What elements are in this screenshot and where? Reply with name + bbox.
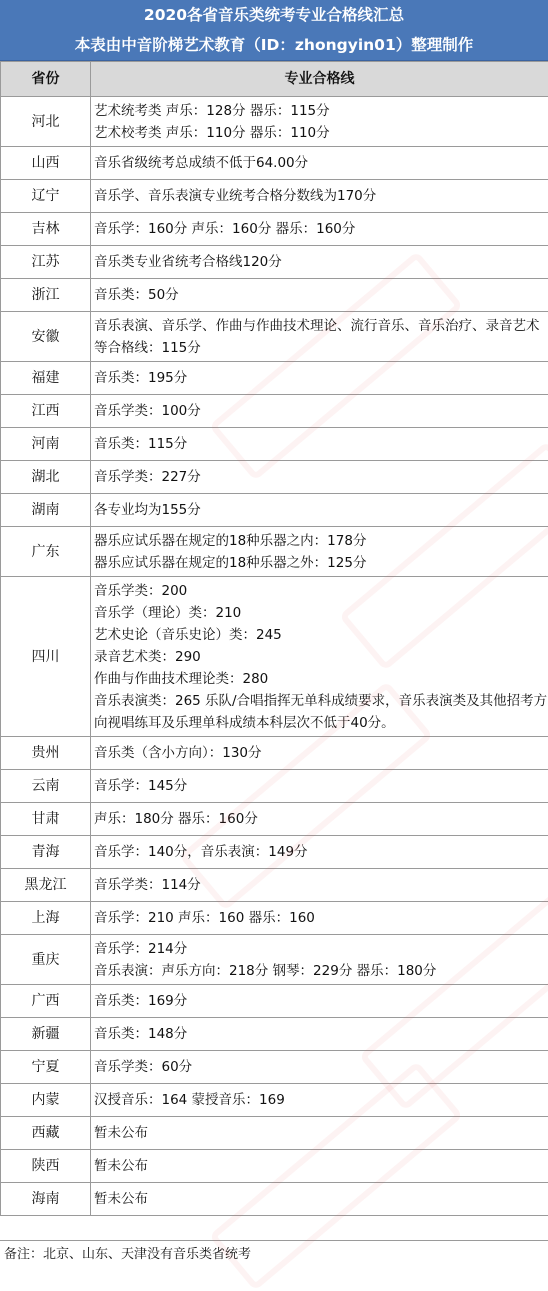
requirement-line: 艺术统考类 声乐：128分 器乐：115分 bbox=[94, 100, 548, 122]
province-cell: 重庆 bbox=[1, 935, 91, 985]
title-banner bbox=[0, 0, 548, 61]
requirement-cell bbox=[91, 527, 548, 577]
requirement-line: 音乐表演：声乐方向：218分 钢琴：229分 器乐：180分 bbox=[94, 960, 548, 982]
requirement-cell bbox=[91, 935, 548, 985]
province-cell: 海南 bbox=[1, 1183, 91, 1216]
province-cell: 辽宁 bbox=[1, 180, 91, 213]
requirement-line: 音乐学（理论）类：210 bbox=[94, 602, 548, 624]
requirement-cell bbox=[91, 985, 548, 1018]
table-row bbox=[1, 428, 548, 461]
requirement-cell bbox=[91, 577, 548, 737]
requirement-line: 音乐学：145分 bbox=[94, 775, 548, 797]
requirement-cell bbox=[91, 395, 548, 428]
requirement-line: 音乐类：195分 bbox=[94, 367, 548, 389]
table-row bbox=[1, 1117, 548, 1150]
requirement-line: 暂未公布 bbox=[94, 1188, 548, 1210]
table-row bbox=[1, 312, 548, 362]
requirement-line: 音乐学类：227分 bbox=[94, 466, 548, 488]
requirement-cell bbox=[91, 279, 548, 312]
requirement-line: 音乐学：210 声乐：160 器乐：160 bbox=[94, 907, 548, 929]
table-row bbox=[1, 869, 548, 902]
province-cell: 湖北 bbox=[1, 461, 91, 494]
requirement-line: 各专业均为155分 bbox=[94, 499, 548, 521]
table-row bbox=[1, 527, 548, 577]
table-row bbox=[1, 1018, 548, 1051]
page-title: 2020各省音乐类统考专业合格线汇总 bbox=[0, 0, 548, 30]
column-header-requirement: 专业合格线 bbox=[91, 62, 548, 97]
table-row bbox=[1, 803, 548, 836]
province-cell: 河北 bbox=[1, 97, 91, 147]
table-row bbox=[1, 1084, 548, 1117]
requirement-line: 音乐学类：100分 bbox=[94, 400, 548, 422]
requirement-cell bbox=[91, 902, 548, 935]
requirement-line: 音乐学类：200 bbox=[94, 580, 548, 602]
requirement-line: 暂未公布 bbox=[94, 1122, 548, 1144]
province-cell: 黑龙江 bbox=[1, 869, 91, 902]
table-row bbox=[1, 97, 548, 147]
requirement-line: 音乐省级统考总成绩不低于64.00分 bbox=[94, 152, 548, 174]
requirement-line: 音乐类：169分 bbox=[94, 990, 548, 1012]
requirement-line: 声乐：180分 器乐：160分 bbox=[94, 808, 548, 830]
requirement-cell bbox=[91, 869, 548, 902]
requirement-line: 音乐学：160分 声乐：160分 器乐：160分 bbox=[94, 218, 548, 240]
requirement-line: 录音艺术类：290 bbox=[94, 646, 548, 668]
table-row bbox=[1, 180, 548, 213]
requirement-cell bbox=[91, 737, 548, 770]
requirement-cell bbox=[91, 770, 548, 803]
table-row bbox=[1, 1150, 548, 1183]
table-row bbox=[1, 737, 548, 770]
page-subtitle: 本表由中音阶梯艺术教育（ID：zhongyin01）整理制作 bbox=[0, 30, 548, 60]
requirement-line: 艺术史论（音乐史论）类：245 bbox=[94, 624, 548, 646]
table-row bbox=[1, 1183, 548, 1216]
table-row bbox=[1, 461, 548, 494]
requirement-cell bbox=[91, 1084, 548, 1117]
province-cell: 新疆 bbox=[1, 1018, 91, 1051]
province-cell: 宁夏 bbox=[1, 1051, 91, 1084]
requirement-line: 音乐学：214分 bbox=[94, 938, 548, 960]
table-row bbox=[1, 147, 548, 180]
province-cell: 上海 bbox=[1, 902, 91, 935]
table-row bbox=[1, 935, 548, 985]
table-row bbox=[1, 770, 548, 803]
table-row bbox=[1, 246, 548, 279]
requirement-cell bbox=[91, 428, 548, 461]
province-cell: 吉林 bbox=[1, 213, 91, 246]
requirement-cell bbox=[91, 362, 548, 395]
requirement-line: 音乐类专业省统考合格线120分 bbox=[94, 251, 548, 273]
province-cell: 甘肃 bbox=[1, 803, 91, 836]
table-row bbox=[1, 395, 548, 428]
province-cell: 陕西 bbox=[1, 1150, 91, 1183]
province-cell: 安徽 bbox=[1, 312, 91, 362]
province-cell: 河南 bbox=[1, 428, 91, 461]
requirement-cell bbox=[91, 1051, 548, 1084]
table-row bbox=[1, 1051, 548, 1084]
column-header-province: 省份 bbox=[1, 62, 91, 97]
province-cell: 广东 bbox=[1, 527, 91, 577]
requirement-cell bbox=[91, 1150, 548, 1183]
table-row bbox=[1, 577, 548, 737]
requirement-line: 音乐学、音乐表演专业统考合格分数线为170分 bbox=[94, 185, 548, 207]
table-header-row bbox=[1, 62, 548, 97]
requirement-cell bbox=[91, 1018, 548, 1051]
table-row bbox=[1, 213, 548, 246]
requirement-line: 汉授音乐：164 蒙授音乐：169 bbox=[94, 1089, 548, 1111]
requirement-cell bbox=[91, 246, 548, 279]
requirement-cell bbox=[91, 213, 548, 246]
province-cell: 内蒙 bbox=[1, 1084, 91, 1117]
requirement-line: 音乐学类：114分 bbox=[94, 874, 548, 896]
requirement-line: 音乐类：148分 bbox=[94, 1023, 548, 1045]
province-cell: 广西 bbox=[1, 985, 91, 1018]
requirement-cell bbox=[91, 180, 548, 213]
requirement-line: 艺术校考类 声乐：110分 器乐：110分 bbox=[94, 122, 548, 144]
province-cell: 山西 bbox=[1, 147, 91, 180]
table-row bbox=[1, 494, 548, 527]
province-cell: 浙江 bbox=[1, 279, 91, 312]
requirement-line: 音乐类：50分 bbox=[94, 284, 548, 306]
requirement-line: 音乐类（含小方向）：130分 bbox=[94, 742, 548, 764]
province-cell: 福建 bbox=[1, 362, 91, 395]
requirement-line: 音乐学：140分，音乐表演：149分 bbox=[94, 841, 548, 863]
requirement-line: 暂未公布 bbox=[94, 1155, 548, 1177]
table-row bbox=[1, 362, 548, 395]
requirement-line: 器乐应试乐器在规定的18种乐器之外：125分 bbox=[94, 552, 548, 574]
province-cell: 青海 bbox=[1, 836, 91, 869]
requirement-cell bbox=[91, 147, 548, 180]
table-row bbox=[1, 985, 548, 1018]
province-cell: 贵州 bbox=[1, 737, 91, 770]
requirement-line: 音乐类：115分 bbox=[94, 433, 548, 455]
requirement-cell bbox=[91, 494, 548, 527]
requirement-cell bbox=[91, 461, 548, 494]
requirement-line: 作曲与作曲技术理论类：280 bbox=[94, 668, 548, 690]
requirement-line: 器乐应试乐器在规定的18种乐器之内：178分 bbox=[94, 530, 548, 552]
requirement-line: 音乐表演类：265 乐队/合唱指挥无单科成绩要求，音乐表演类及其他招考方向视唱练耳及乐理单科成绩本科层次不低于40分。 bbox=[94, 690, 548, 734]
requirement-cell bbox=[91, 836, 548, 869]
requirement-cell bbox=[91, 312, 548, 362]
requirement-line: 音乐表演、音乐学、作曲与作曲技术理论、流行音乐、音乐治疗、录音艺术等合格线：115分 bbox=[94, 315, 548, 359]
requirement-cell bbox=[91, 803, 548, 836]
requirement-cell bbox=[91, 97, 548, 147]
requirement-line: 音乐学类：60分 bbox=[94, 1056, 548, 1078]
province-cell: 湖南 bbox=[1, 494, 91, 527]
footer-note: 备注：北京、山东、天津没有音乐类省统考 bbox=[0, 1240, 548, 1271]
province-cell: 江苏 bbox=[1, 246, 91, 279]
province-cell: 西藏 bbox=[1, 1117, 91, 1150]
pass-line-table bbox=[0, 61, 548, 1216]
table-row bbox=[1, 836, 548, 869]
requirement-cell bbox=[91, 1183, 548, 1216]
province-cell: 江西 bbox=[1, 395, 91, 428]
table-row bbox=[1, 902, 548, 935]
province-cell: 四川 bbox=[1, 577, 91, 737]
table-row bbox=[1, 279, 548, 312]
requirement-cell bbox=[91, 1117, 548, 1150]
province-cell: 云南 bbox=[1, 770, 91, 803]
